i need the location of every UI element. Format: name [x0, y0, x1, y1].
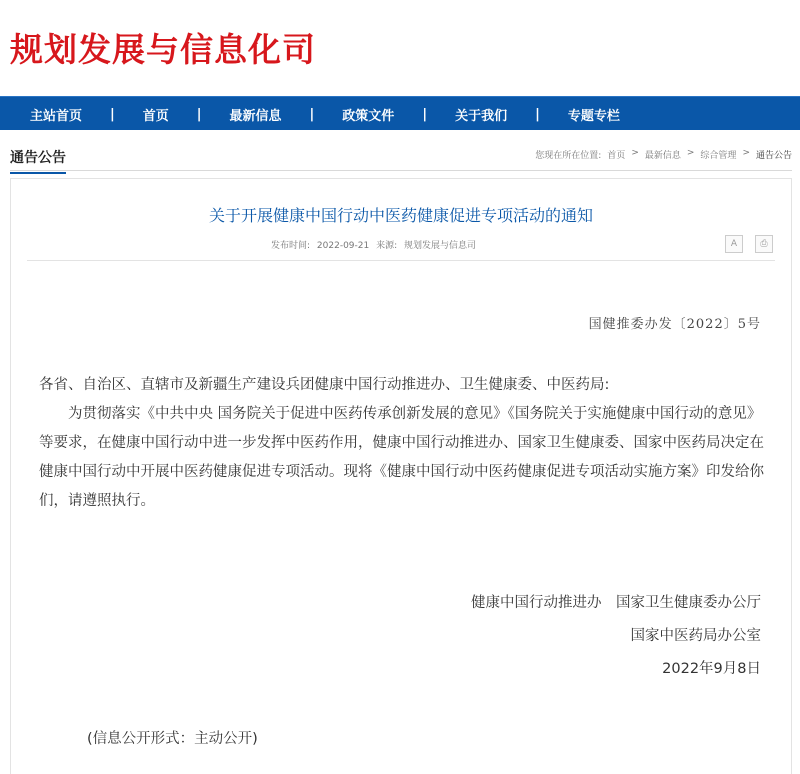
signatory-line-2: 国家中医药局办公室 — [630, 628, 761, 644]
article-body — [39, 371, 767, 516]
sign-date: 2022年9月8日 — [662, 661, 761, 677]
signatory-line-1: 健康中国行动推进办 国家卫生健康委办公厅 — [471, 595, 761, 611]
breadcrumb-link-home[interactable]: 首页 — [607, 151, 626, 161]
breadcrumb-separator: > — [686, 148, 695, 158]
site-header — [0, 0, 800, 96]
body-paragraph: 为贯彻落实《中共中央 国务院关于促进中医药传承创新发展的意见》《国务院关于实施健康中国行动的意见》等要求，在健康中国行动中进一步发挥中医药作用，健康中国行动推进办、国家卫生健康委、国家中医药局决定在健康中国行动中开展中医药健康促进专项活动。现将《健康中国行动中医药健康促进专项活动实施方案》印发给你们，请遵照执行。 — [39, 406, 764, 509]
nav-item-policy[interactable]: 政策文件 — [342, 108, 395, 124]
section-bar — [10, 141, 792, 171]
article-container — [10, 178, 792, 774]
nav-separator: | — [535, 106, 540, 122]
breadcrumb-prefix: 您现在所在位置: — [535, 151, 602, 161]
site-logo[interactable]: 规划发展与信息化司 — [10, 30, 316, 69]
breadcrumb-current[interactable]: 通告公告 — [755, 151, 792, 161]
disclosure-note: (信息公开形式：主动公开) — [87, 731, 258, 747]
publish-label: 发布时间: — [271, 241, 311, 251]
breadcrumb-separator: > — [742, 148, 750, 158]
article-tools — [725, 235, 773, 253]
nav-item-main-home[interactable]: 主站首页 — [30, 108, 83, 124]
divider — [27, 260, 775, 261]
nav-item-topics[interactable]: 专题专栏 — [567, 108, 620, 124]
font-size-icon[interactable]: A — [725, 235, 743, 253]
breadcrumb-link-general[interactable]: 综合管理 — [700, 151, 737, 161]
main-nav — [0, 96, 800, 130]
nav-item-home[interactable]: 首页 — [142, 108, 169, 124]
article-meta — [271, 238, 480, 251]
nav-separator: | — [196, 106, 202, 122]
nav-item-about[interactable]: 关于我们 — [455, 108, 508, 124]
print-icon[interactable]: ⎙ — [755, 235, 773, 253]
nav-separator: | — [422, 106, 428, 122]
source-label: 来源: — [376, 241, 398, 251]
nav-item-latest[interactable]: 最新信息 — [229, 108, 282, 124]
salutation: 各省、自治区、直辖市及新疆生产建设兵团健康中国行动推进办、卫生健康委、中医药局: — [39, 377, 610, 393]
publish-date: 2022-09-21 — [316, 241, 370, 251]
breadcrumb-link-latest[interactable]: 最新信息 — [644, 151, 681, 161]
nav-separator: | — [110, 106, 115, 122]
breadcrumb — [535, 148, 792, 161]
nav-separator: | — [309, 106, 315, 122]
breadcrumb-separator: > — [631, 148, 639, 158]
source-value: 规划发展与信息司 — [404, 241, 477, 251]
document-number: 国健推委办发〔2022〕5号 — [588, 317, 761, 332]
article-title: 关于开展健康中国行动中医药健康促进专项活动的通知 — [208, 206, 593, 225]
section-title: 通告公告 — [10, 147, 66, 174]
